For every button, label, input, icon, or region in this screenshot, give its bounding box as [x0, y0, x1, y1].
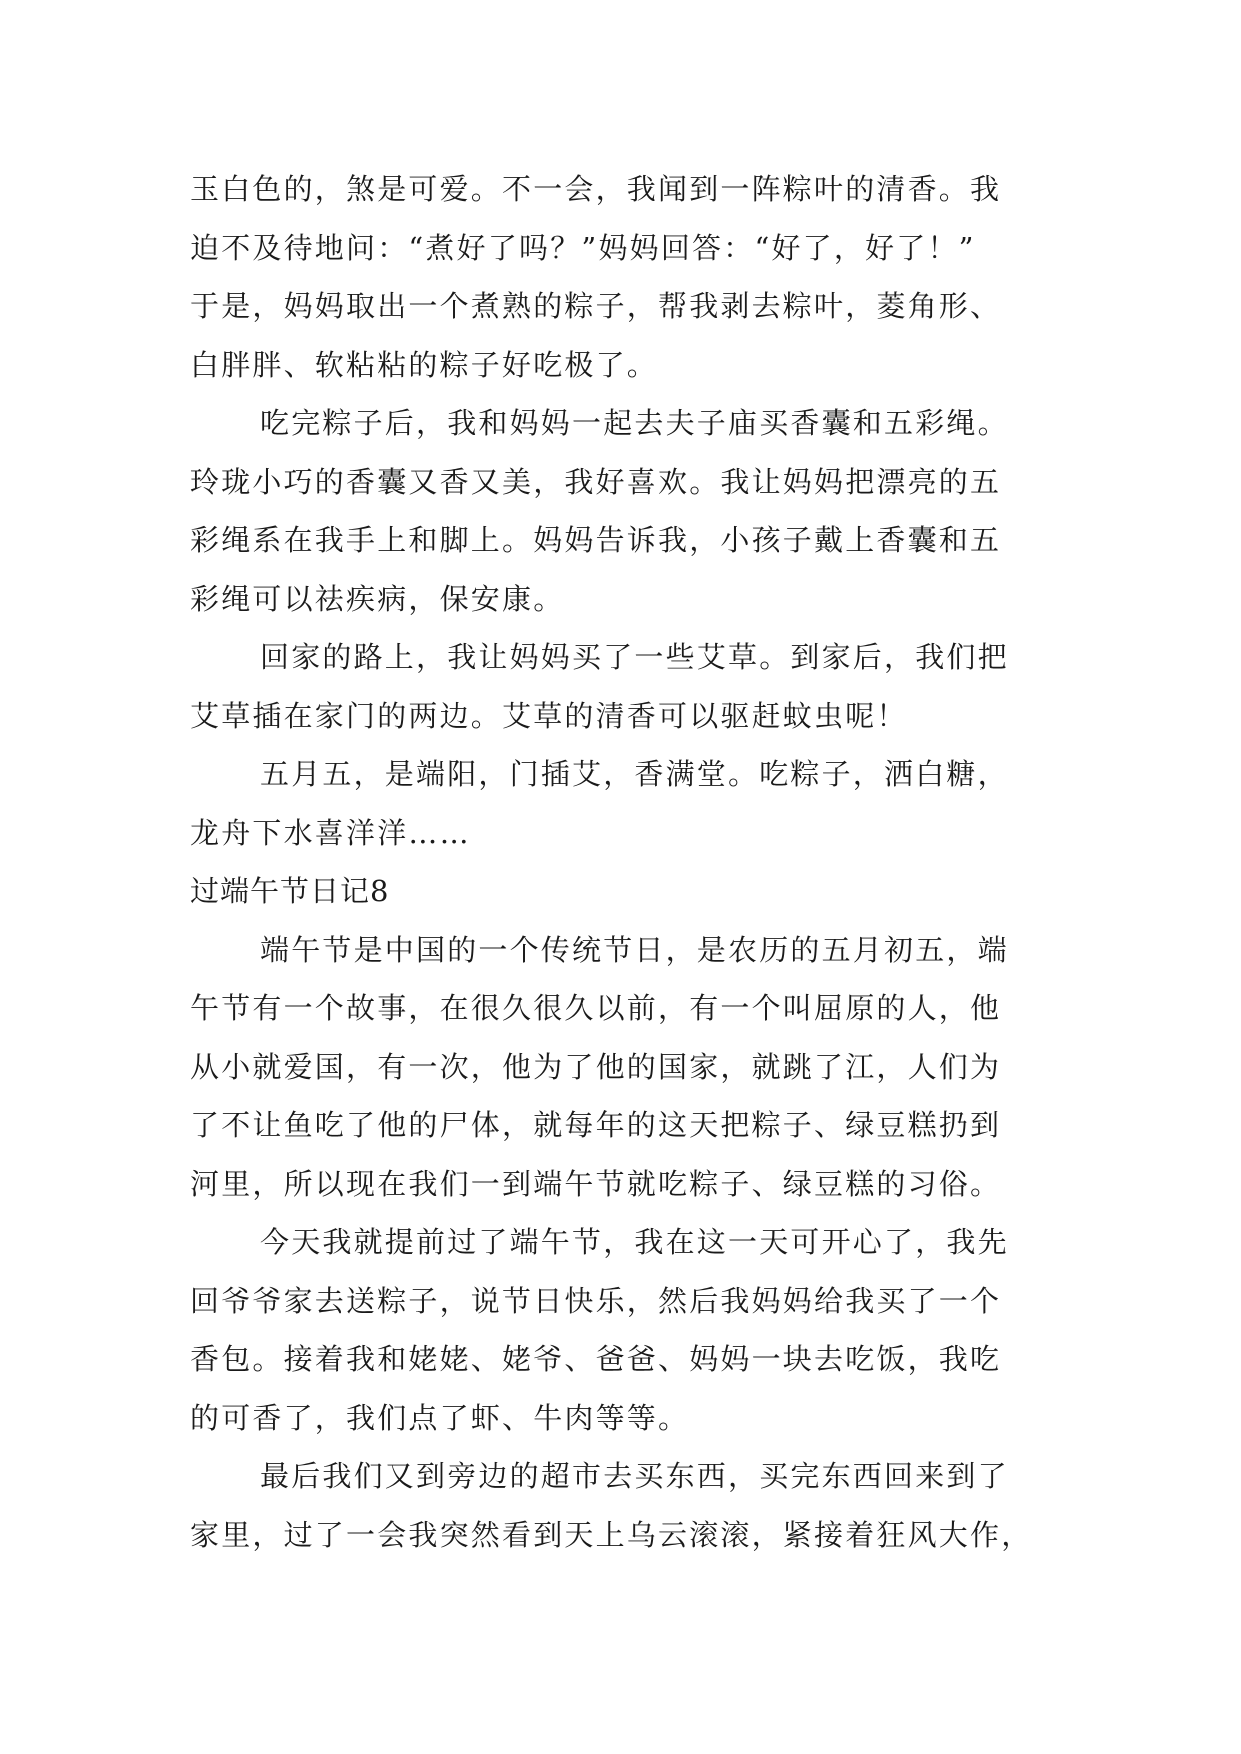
paragraph	[190, 628, 1070, 745]
text-line: 白胖胖、软粘粘的粽子好吃极了。	[190, 347, 659, 382]
heading-text: 过端午节日记8	[190, 874, 390, 908]
paragraph	[190, 745, 1070, 862]
text-line: 玉白色的，煞是可爱。不一会，我闻到一阵粽叶的清香。我	[190, 172, 1002, 206]
text-line: 香包。接着我和姥姥、姥爷、爸爸、妈妈一块去吃饭，我吃	[190, 1342, 1002, 1376]
paragraph	[190, 1213, 1070, 1447]
text-line: 了不让鱼吃了他的尸体，就每年的这天把粽子、绿豆糕扔到	[190, 1108, 1002, 1142]
text-line: 彩绳系在我手上和脚上。妈妈告诉我，小孩子戴上香囊和五	[190, 523, 1002, 557]
text-line: 回家的路上，我让妈妈买了一些艾草。到家后，我们把	[260, 640, 1009, 674]
text-line: 回爷爷家去送粽子，说节日快乐，然后我妈妈给我买了一个	[190, 1283, 1002, 1318]
document-body	[190, 160, 1070, 1564]
text-line: 彩绳可以祛疾病，保安康。	[190, 581, 565, 616]
text-line: 的可香了，我们点了虾、牛肉等等。	[190, 1400, 690, 1435]
text-line: 于是，妈妈取出一个煮熟的粽子，帮我剥去粽叶，菱角形、	[190, 289, 1002, 323]
paragraph	[190, 1447, 1070, 1564]
text-line: 午节有一个故事，在很久很久以前，有一个叫屈原的人，他	[190, 991, 1002, 1025]
text-line: 最后我们又到旁边的超市去买东西，买完东西回来到了	[260, 1459, 1009, 1493]
section-heading	[190, 862, 1070, 921]
text-line: 吃完粽子后，我和妈妈一起去夫子庙买香囊和五彩绳。	[260, 406, 1009, 440]
paragraph	[190, 921, 1070, 1214]
text-line: 端午节是中国的一个传统节日，是农历的五月初五，端	[260, 932, 1009, 967]
text-line: 玲珑小巧的香囊又香又美，我好喜欢。我让妈妈把漂亮的五	[190, 464, 1002, 499]
text-line: 迫不及待地问：“煮好了吗？”妈妈回答：“好了，好了！”	[190, 230, 976, 265]
text-line: 五月五，是端阳，门插艾，香满堂。吃粽子，洒白糖，	[260, 757, 1009, 791]
text-line: 艾草插在家门的两边。艾草的清香可以驱赶蚊虫呢！	[190, 698, 908, 733]
text-line: 从小就爱国，有一次，他为了他的国家，就跳了江，人们为	[190, 1049, 1002, 1084]
text-line: 家里，过了一会我突然看到天上乌云滚滚，紧接着狂风大作，	[190, 1517, 1033, 1552]
paragraph-continued	[190, 160, 1070, 394]
text-line: 今天我就提前过了端午节，我在这一天可开心了，我先	[260, 1225, 1009, 1259]
text-line: 河里，所以现在我们一到端午节就吃粽子、绿豆糕的习俗。	[190, 1166, 1002, 1201]
text-line: 龙舟下水喜洋洋……	[190, 815, 471, 850]
paragraph	[190, 394, 1070, 628]
